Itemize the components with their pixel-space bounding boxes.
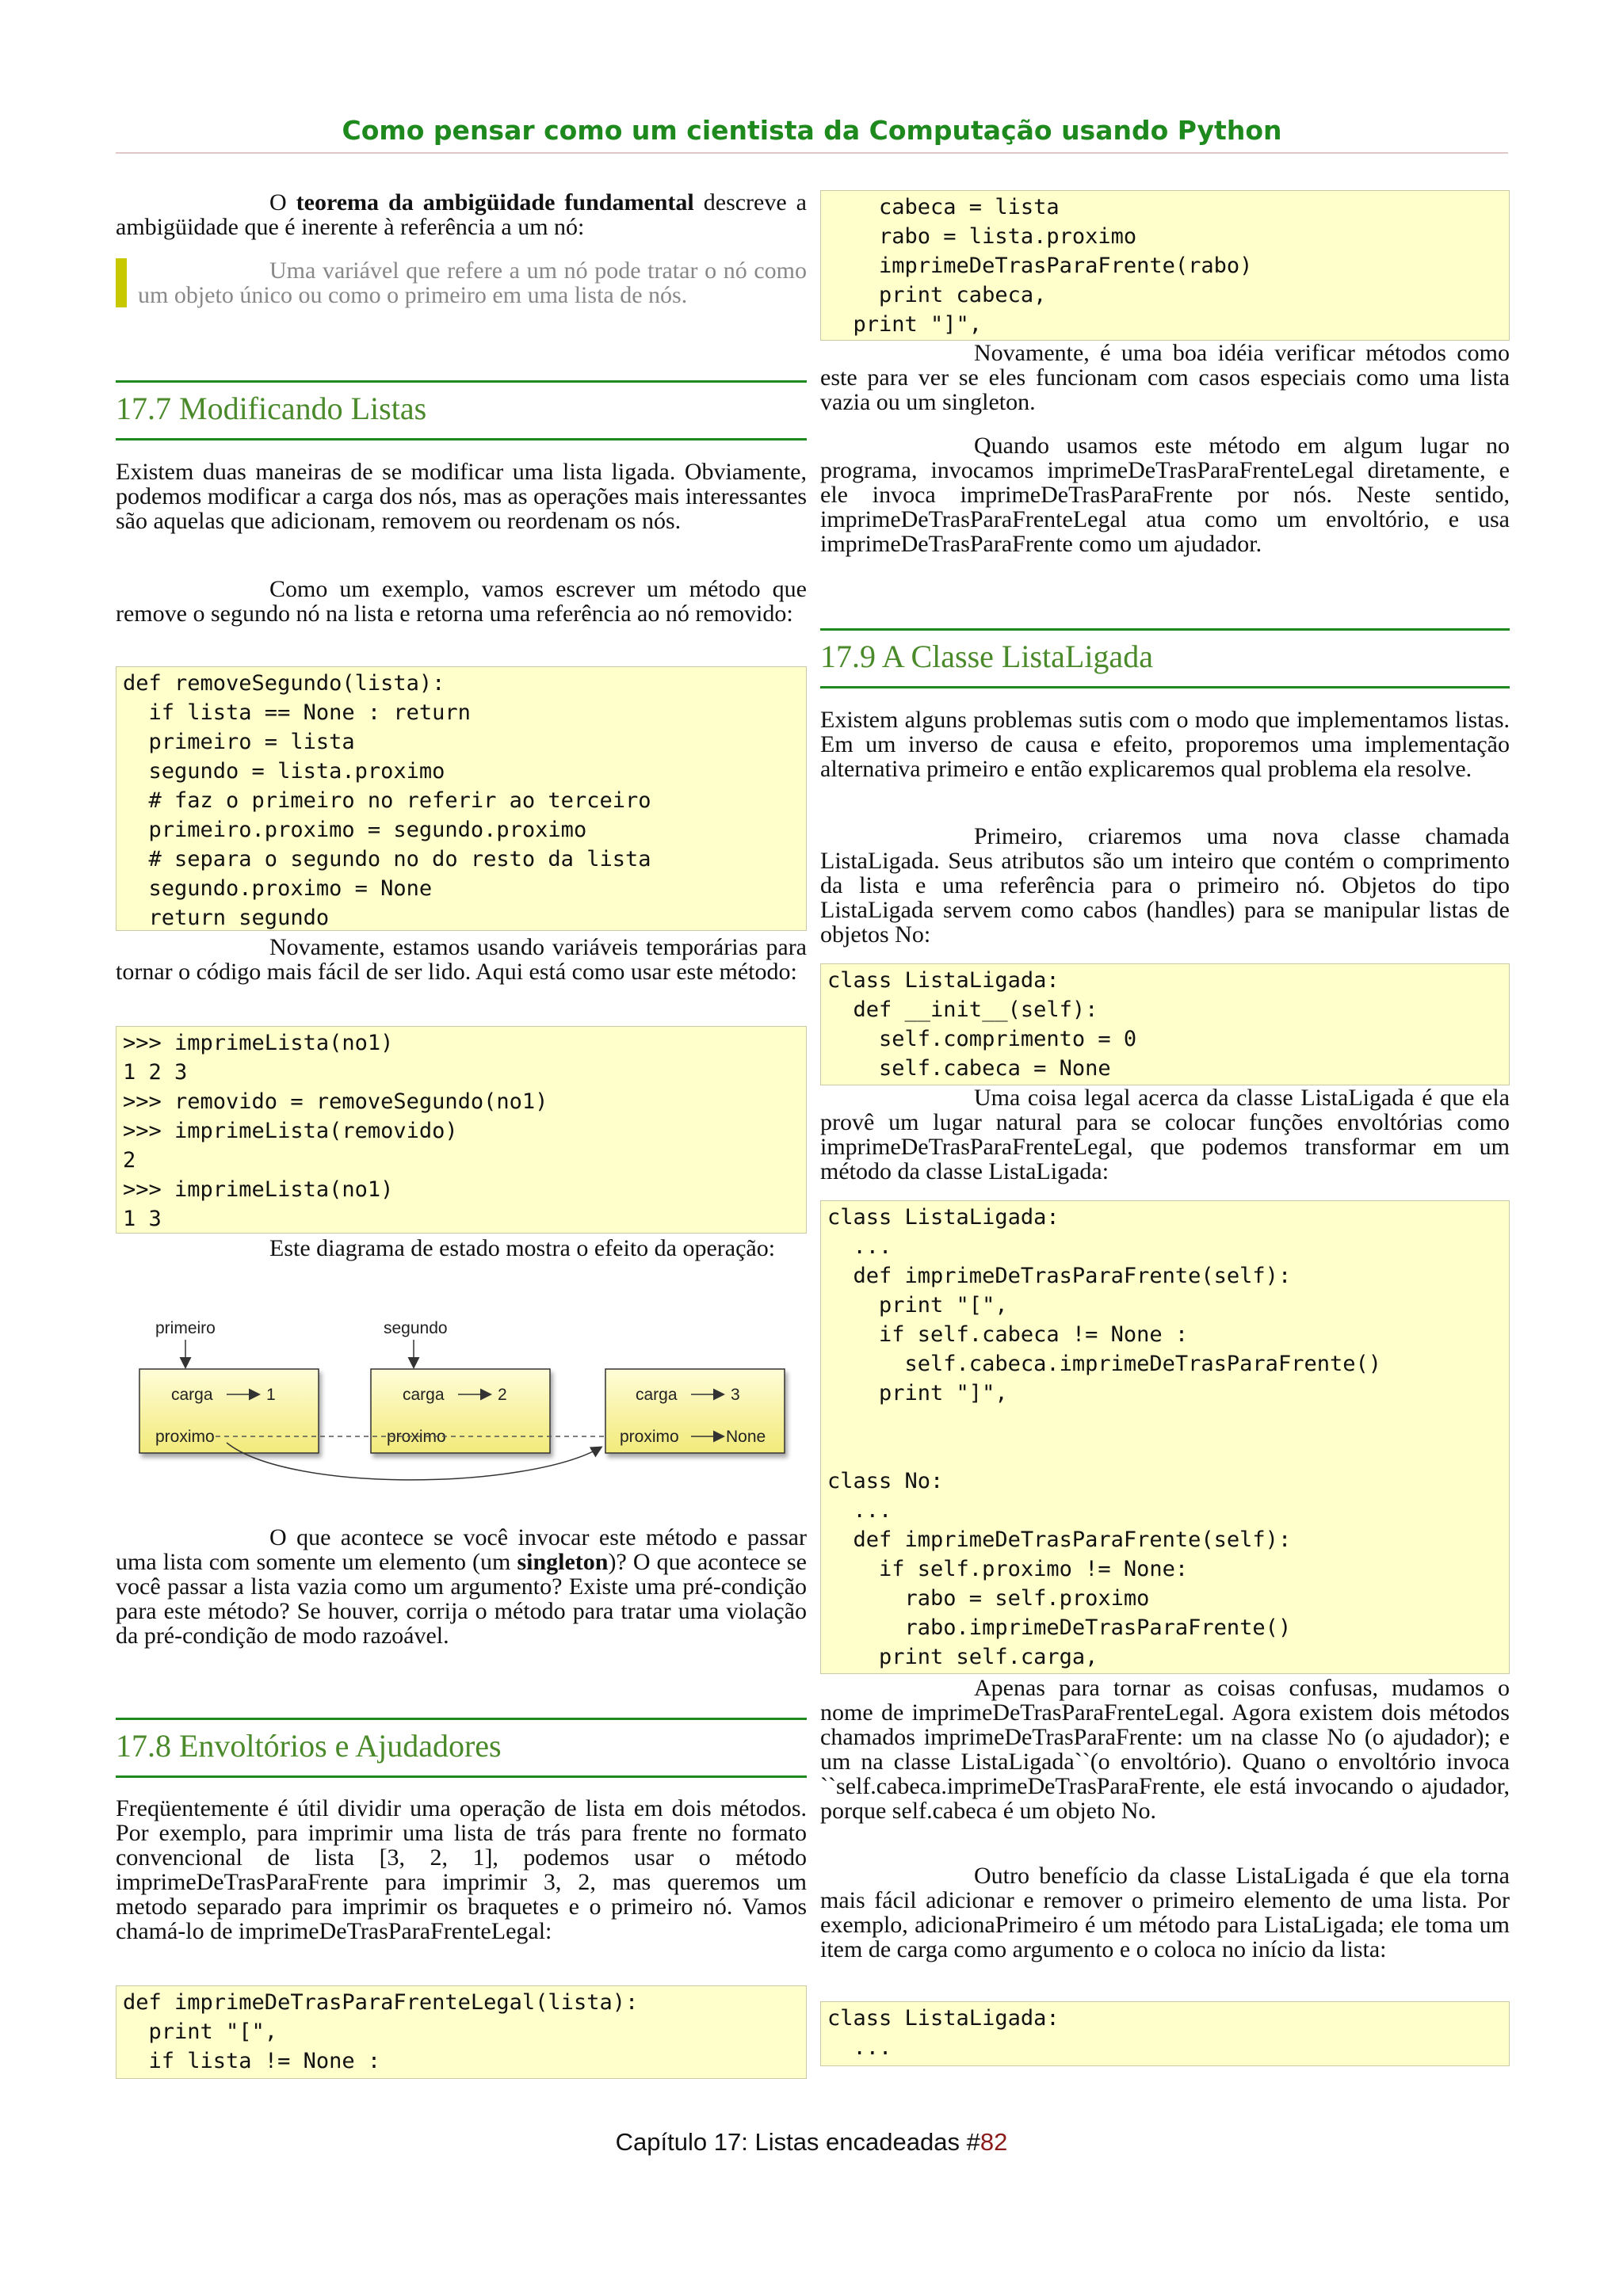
paragraph <box>116 1236 807 1261</box>
paragraph <box>820 341 1510 414</box>
paragraph-text: Novamente, é uma boa idéia verificar métodos como este para ver se eles funcionam com casos especiais como uma lista vazia ou um singleton. <box>820 340 1510 415</box>
paragraph-text: Existem alguns problemas sutis com o modo que implementamos listas. Em um inverso de causa e efeito, proporemos uma implementação alternativa primeiro e então explicaremos qual problema ela resolve. <box>820 707 1510 782</box>
paragraph <box>820 1863 1510 1962</box>
paragraph-text: Primeiro, criaremos uma nova classe chamada ListaLigada. Seus atributos são um inteiro que contém o comprimento da lista e uma referência para o primeiro nó. Objetos do tipo ListaLigada servem como cabos (handles) para se manipular listas de objetos No: <box>820 823 1510 948</box>
paragraph-text: Uma coisa legal acerca da classe ListaLigada é que ela provê um lugar natural para se colocar funções envoltórias como imprimeDeTrasParaFrenteLegal, que podemos transformar em um método da classe ListaLigada: <box>820 1085 1510 1184</box>
node-1-carga-value: 1 <box>266 1386 276 1404</box>
paragraph <box>116 577 807 626</box>
code-block-adiciona-primeiro: class ListaLigada: ... <box>820 2001 1510 2066</box>
paragraph <box>820 433 1510 556</box>
section-rule-bottom <box>820 686 1510 688</box>
paragraph-text: Este diagrama de estado mostra o efeito da operação: <box>269 1235 776 1261</box>
node-3-proximo-value: None <box>726 1428 766 1446</box>
section-rule-top <box>820 628 1510 631</box>
code-block-continued: cabeca = lista rabo = lista.proximo imprimeDeTrasParaFrente(rabo) print cabeca, print "]", <box>820 190 1510 341</box>
intro-bold-term: teorema da ambigüidade fundamental <box>296 189 694 215</box>
p5-bold-term: singleton <box>517 1549 609 1575</box>
section-rule-bottom <box>116 1775 807 1778</box>
page-footer <box>0 2128 1623 2157</box>
paragraph <box>820 824 1510 947</box>
p5-post: )? O que acontece se você passar a lista vazia como um argumento? Existe uma pré-condição para este método? Se houver, corrija o método para tratar uma violação da pré-condição de modo razoável. <box>116 1549 807 1649</box>
paragraph <box>116 1525 807 1648</box>
paragraph-text: Apenas para tornar as coisas confusas, mudamos o nome de imprimeDeTrasParaFrenteLegal. Agora existem dois métodos chamados imprimeDeTrasParaFrente: um na classe No (o ajudador); e um na classe ListaLigada``(o envoltório). Quano o envoltório invoca ``self.cabeca.imprimeDeTrasParaFrente, ele está invocando o ajudador, porque self.cabeca é um objeto No. <box>820 1675 1510 1824</box>
paragraph-text: Freqüentemente é útil dividir uma operação de lista em dois métodos. Por exemplo, para imprimir uma lista de trás para frente no formato convencional de lista [3, 2, 1], podemos usar o método imprimeDeTrasParaFrente para imprimir 3, 2, mas queremos um metodo separado para imprimir os braquetes e o primeiro nó. Vamos chamá-lo de imprimeDeTrasParaFrenteLegal: <box>116 1795 807 1944</box>
section-heading-17-7: 17.7 Modificando Listas <box>116 391 427 426</box>
state-diagram <box>116 1311 807 1486</box>
code-block-imprime-methods: class ListaLigada: ... def imprimeDeTrasParaFrente(self): print "[", if self.cabeca != None : self.cabeca.imprimeDeTrasParaFrente() print "]", class No: ... def imprimeDeTrasParaFrente(self): if self.proximo != None: rabo = self.proximo rabo.imprimeDeTrasParaFrente() print self.carga, <box>820 1200 1510 1674</box>
intro-paragraph <box>116 190 807 239</box>
node-3-proximo-label: proximo <box>620 1428 679 1446</box>
paragraph-text: Como um exemplo, vamos escrever um método que remove o segundo nó na lista e retorna uma referência ao nó removido: <box>116 576 807 627</box>
intro-post: descreve a ambigüidade que é inerente à referência a um nó: <box>116 189 807 240</box>
label-primeiro: primeiro <box>155 1319 216 1337</box>
section-rule-top <box>116 1718 807 1720</box>
paragraph <box>820 1085 1510 1184</box>
paragraph <box>820 707 1510 781</box>
intro-pre: O <box>269 189 296 215</box>
paragraph-text: Novamente, estamos usando variáveis temporárias para tornar o código mais fácil de ser lido. Aqui está como usar este método: <box>116 934 807 985</box>
code-block-imprime-legal: def imprimeDeTrasParaFrenteLegal(lista): print "[", if lista != None : <box>116 1985 807 2079</box>
p5-pre: O que acontece se você invocar este método e passar uma lista com somente um elemento (um <box>116 1524 807 1575</box>
paragraph <box>116 460 807 533</box>
section-rule-bottom <box>116 438 807 441</box>
node-3-carga-label: carga <box>636 1386 678 1404</box>
blockquote <box>116 258 807 307</box>
code-block-usage: >>> imprimeLista(no1) 1 2 3 >>> removido = removeSegundo(no1) >>> imprimeLista(removido) 2 >>> imprimeLista(no1) 1 3 <box>116 1026 807 1234</box>
node-3 <box>605 1369 785 1453</box>
quote-text: Uma variável que refere a um nó pode tratar o nó como um objeto único ou como o primeiro em uma lista de nós. <box>138 257 807 308</box>
label-segundo: segundo <box>384 1319 448 1337</box>
code-block-class-listaligada: class ListaLigada: def __init__(self): self.comprimento = 0 self.cabeca = None <box>820 963 1510 1085</box>
node-2-proximo-label: proximo <box>387 1428 446 1446</box>
node-1-carga-label: carga <box>171 1386 213 1404</box>
section-rule-top <box>116 380 807 383</box>
node-2-carga-label: carga <box>403 1386 445 1404</box>
node-2 <box>371 1369 550 1453</box>
paragraph-text: Quando usamos este método em algum lugar no programa, invocamos imprimeDeTrasParaFrenteLegal diretamente, e ele invoca imprimeDeTrasParaFrente por nós. Neste sentido, imprimeDeTrasParaFrenteLegal atua como um envoltório, e usa imprimeDeTrasParaFrente como um ajudador. <box>820 433 1510 557</box>
paragraph <box>116 935 807 984</box>
node-3-carga-value: 3 <box>731 1386 740 1404</box>
section-heading-17-9: 17.9 A Classe ListaLigada <box>820 639 1153 674</box>
page-number-link[interactable]: 82 <box>980 2128 1008 2156</box>
header-divider <box>116 152 1508 154</box>
page-header-title: Como pensar como um cientista da Computação usando Python <box>342 115 1282 146</box>
node-2-carga-value: 2 <box>498 1386 507 1404</box>
node-1-proximo-label: proximo <box>155 1428 215 1446</box>
state-diagram-svg <box>116 1311 807 1486</box>
paragraph-text: Existem duas maneiras de se modificar uma lista ligada. Obviamente, podemos modificar a carga dos nós, mas as operações mais interessantes são aquelas que adicionam, removem ou reordenam os nós. <box>116 459 807 534</box>
node-1 <box>139 1369 319 1453</box>
section-heading-17-8: 17.8 Envoltórios e Ajudadores <box>116 1728 502 1764</box>
paragraph <box>820 1676 1510 1823</box>
paragraph-text: Outro benefício da classe ListaLigada é que ela torna mais fácil adicionar e remover o primeiro elemento de uma lista. Por exemplo, adicionaPrimeiro é um método para ListaLigada; ele toma um item de carga como argumento e o coloca no início da lista: <box>820 1863 1510 1962</box>
paragraph <box>116 1796 807 1943</box>
code-block-remove-segundo: def removeSegundo(lista): if lista == None : return primeiro = lista segundo = lista.proximo # faz o primeiro no referir ao terceiro primeiro.proximo = segundo.proximo # separa o segundo no do resto da lista segundo.proximo = None return segundo <box>116 666 807 931</box>
footer-text: Capítulo 17: Listas encadeadas # <box>615 2128 980 2156</box>
